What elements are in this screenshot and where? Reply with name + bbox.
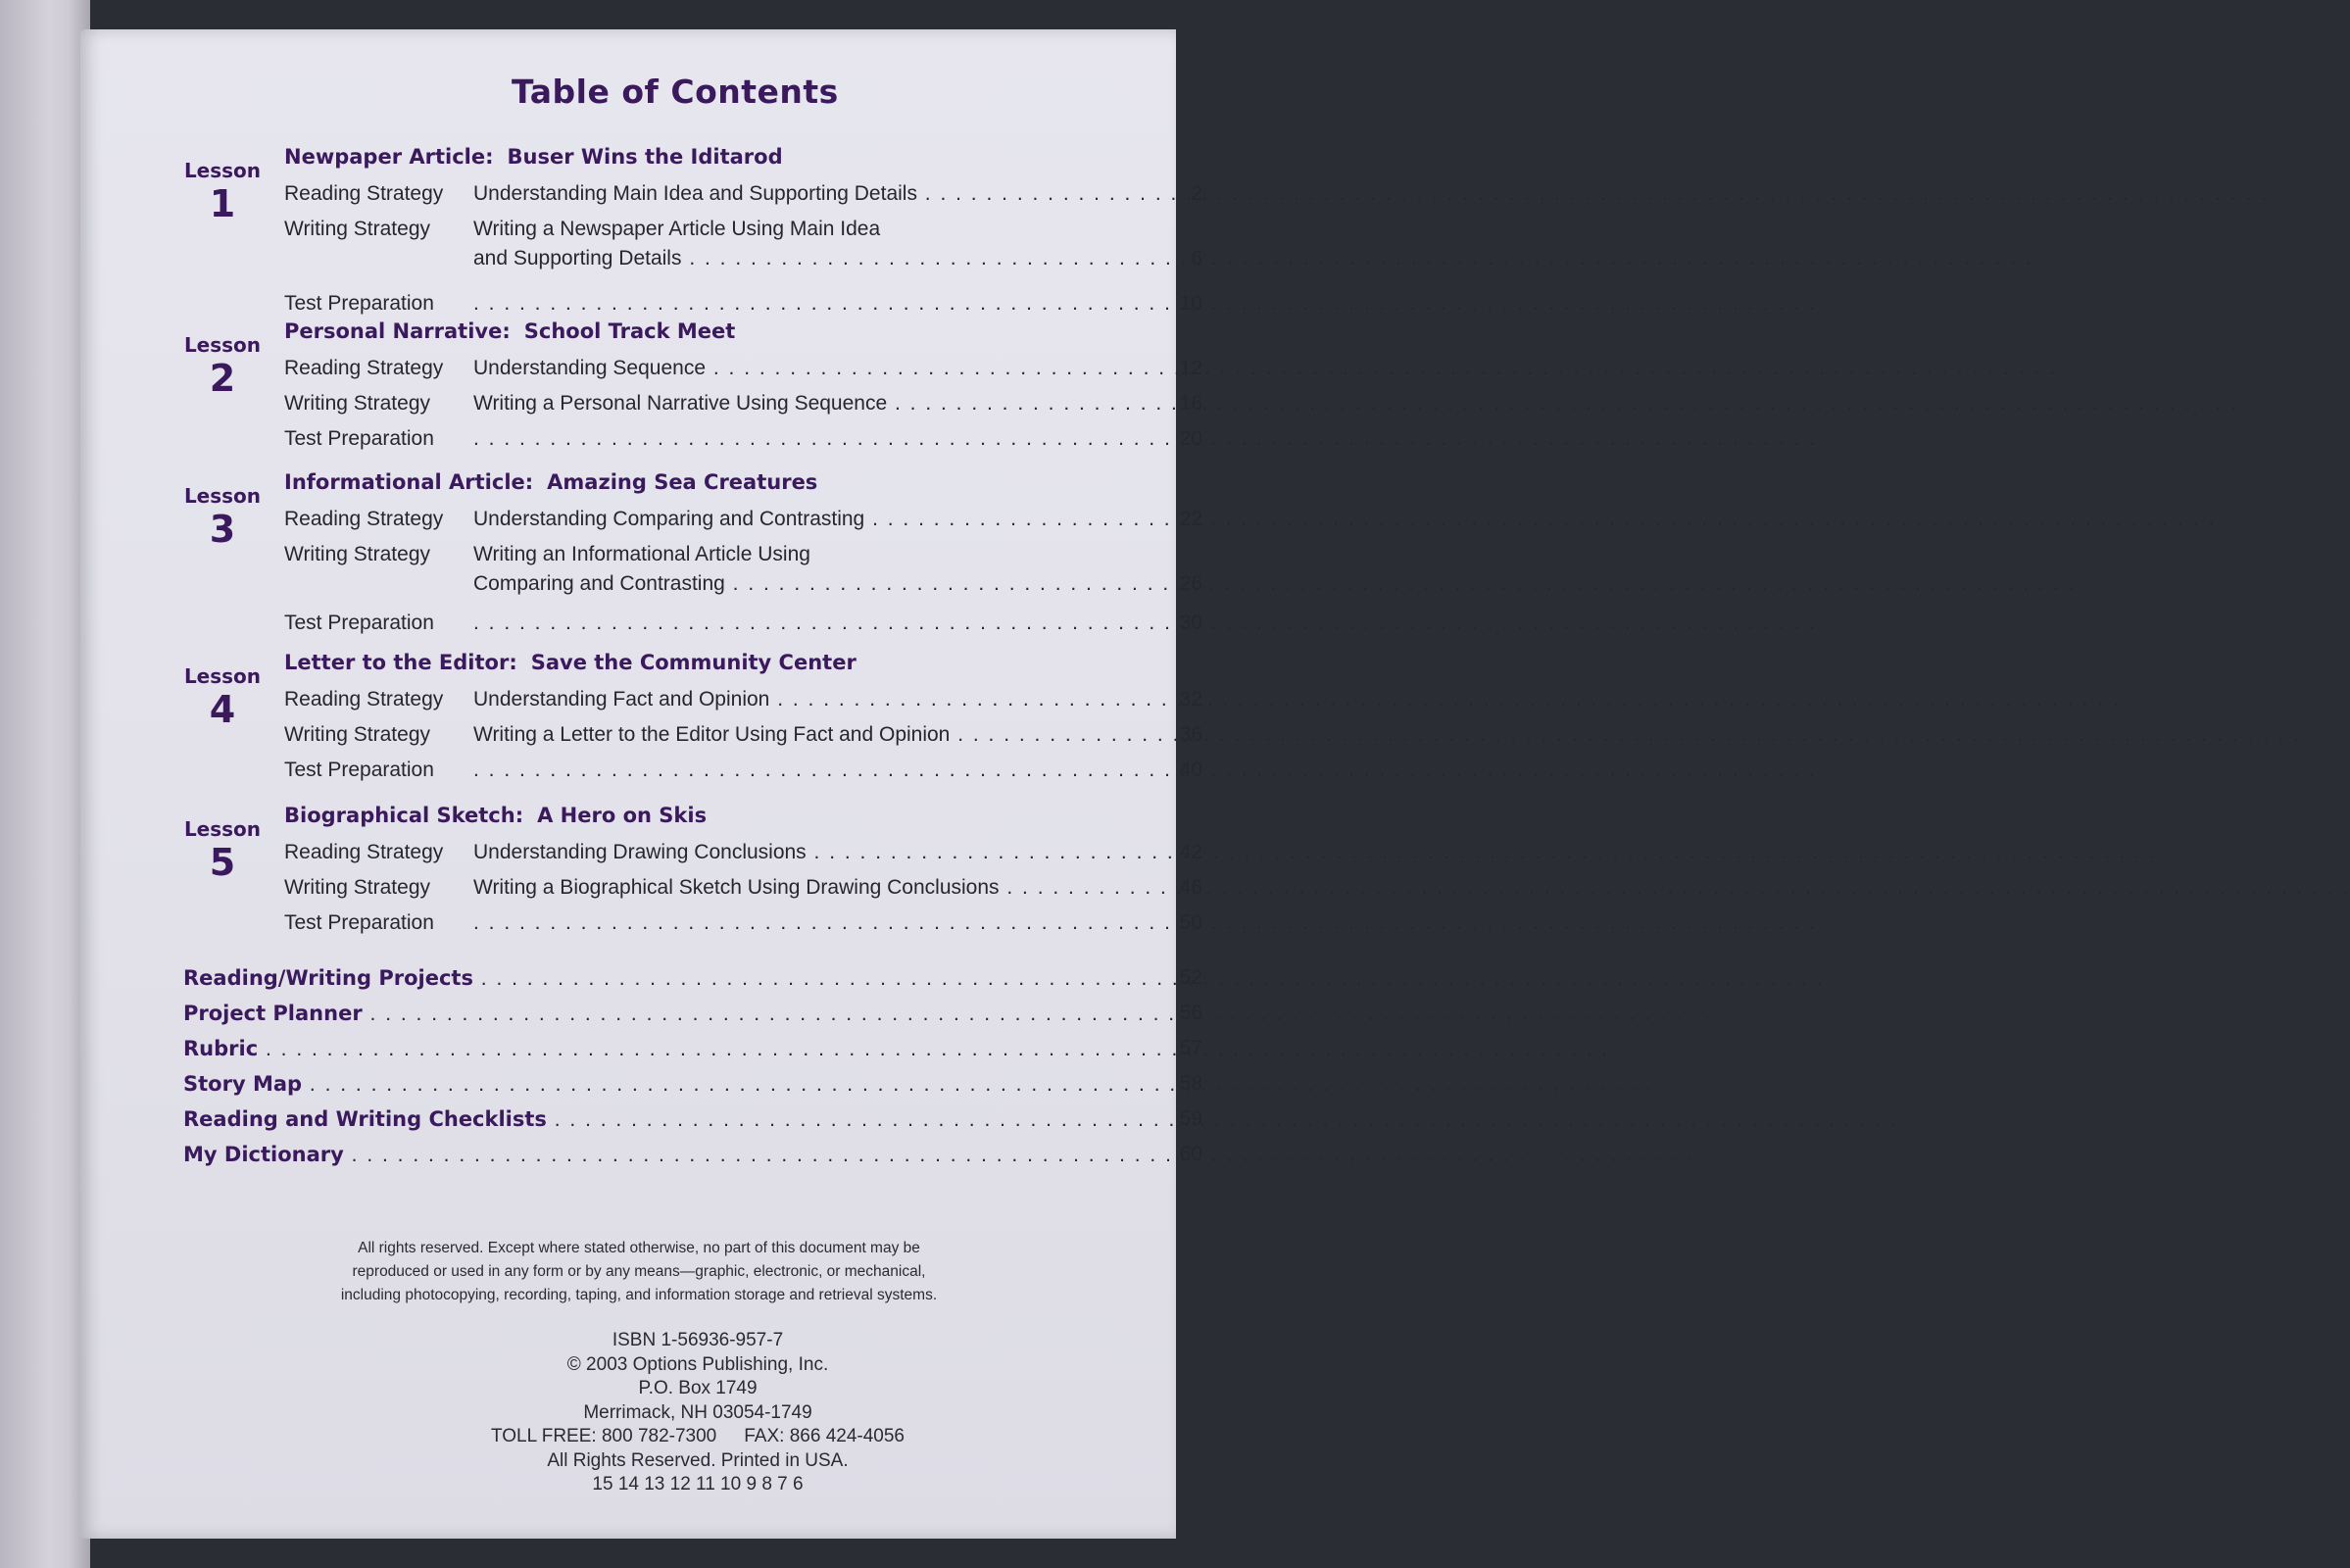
toc-entry[interactable] bbox=[284, 876, 1202, 906]
page-number: 16 bbox=[1179, 392, 1202, 415]
copyright: © 2003 Options Publishing, Inc. bbox=[566, 1353, 829, 1375]
toc-entry[interactable] bbox=[284, 508, 1202, 537]
entry-description bbox=[473, 612, 1144, 635]
toc-entry[interactable] bbox=[284, 427, 1202, 457]
extras-list bbox=[183, 966, 1202, 1178]
toc-entry[interactable] bbox=[284, 218, 1202, 247]
lesson-number-tag bbox=[183, 484, 262, 551]
page-number: 26 bbox=[1179, 572, 1202, 595]
lesson-label: Lesson bbox=[183, 159, 262, 182]
lesson-topic: A Hero on Skis bbox=[537, 804, 708, 827]
entry-description: Understanding Drawing Conclusions . . . bbox=[473, 841, 1144, 864]
strategy-label: Reading Strategy bbox=[284, 688, 444, 710]
page-number: 30 bbox=[1179, 612, 1202, 634]
page-number: 36 bbox=[1179, 723, 1202, 746]
fax: FAX: 866 424-4056 bbox=[744, 1426, 905, 1446]
entry-description: Writing a Newspaper Article Using Main Idea bbox=[473, 218, 881, 240]
lesson-genre: Biographical Sketch: bbox=[284, 804, 524, 827]
po-box: P.O. Box 1749 bbox=[638, 1378, 758, 1398]
lesson-number: 3 bbox=[209, 508, 236, 551]
extra-label: Reading/Writing Projects . . . bbox=[183, 966, 1144, 991]
entry-description-cont: and Supporting Details . . . bbox=[473, 247, 1144, 270]
lesson-genre: Personal Narrative: bbox=[284, 319, 511, 343]
extra-label: Reading and Writing Checklists . . . bbox=[183, 1107, 1144, 1132]
entry-description: Understanding Main Idea and Supporting Details . . . bbox=[473, 182, 1144, 206]
entry-description: Writing a Letter to the Editor Using Fact and Opinion . . . bbox=[473, 723, 1144, 747]
lesson-heading bbox=[284, 145, 783, 169]
lesson-heading bbox=[284, 470, 817, 494]
toc-extra-entry[interactable] bbox=[183, 1107, 1202, 1143]
toc-entry-continuation bbox=[284, 247, 1202, 276]
strategy-label: Reading Strategy bbox=[284, 357, 444, 379]
lesson-label: Lesson bbox=[183, 664, 262, 688]
page-number: 59 bbox=[1179, 1107, 1202, 1130]
page-number: 57 bbox=[1179, 1037, 1202, 1059]
strategy-label: Writing Strategy bbox=[284, 392, 430, 415]
extra-label: Story Map . . . bbox=[183, 1072, 1144, 1097]
toc-entry[interactable] bbox=[284, 357, 1202, 386]
legal-line: including photocopying, recording, taping, and information storage and retrieval systems. bbox=[340, 1287, 938, 1303]
page-number: 6 bbox=[1191, 247, 1202, 270]
book-page bbox=[80, 29, 1202, 1539]
strategy-label: Writing Strategy bbox=[284, 218, 430, 240]
lesson-genre: Letter to the Editor: bbox=[284, 651, 517, 674]
lesson-number-tag bbox=[183, 664, 262, 731]
entry-description: Understanding Sequence . . . bbox=[473, 357, 1144, 380]
lesson-number-tag bbox=[183, 333, 262, 400]
page-number: 60 bbox=[1179, 1143, 1202, 1165]
toc-entry[interactable] bbox=[284, 723, 1202, 753]
strategy-label: Writing Strategy bbox=[284, 876, 430, 899]
toc-entry[interactable] bbox=[284, 841, 1202, 870]
page-number: 46 bbox=[1179, 876, 1202, 899]
page-number: 22 bbox=[1179, 508, 1202, 530]
toc-entry[interactable] bbox=[284, 612, 1202, 641]
entry-description: Writing a Biographical Sketch Using Drawing Conclusions . . . bbox=[473, 876, 1144, 900]
strategy-label: Writing Strategy bbox=[284, 543, 430, 565]
entry-description bbox=[473, 759, 1144, 782]
lesson-topic: Amazing Sea Creatures bbox=[547, 470, 818, 494]
lesson-genre: Newpaper Article: bbox=[284, 145, 494, 169]
page-number: 50 bbox=[1179, 911, 1202, 934]
page-number: 42 bbox=[1179, 841, 1202, 863]
page-number: 2 bbox=[1191, 182, 1202, 205]
toc-extra-entry[interactable] bbox=[183, 1037, 1202, 1072]
page-number: 52 bbox=[1179, 966, 1202, 989]
entry-description-cont: Comparing and Contrasting . . . bbox=[473, 572, 1144, 596]
lesson-label: Lesson bbox=[183, 484, 262, 508]
page-number: 12 bbox=[1179, 357, 1202, 379]
extra-label: Rubric . . . bbox=[183, 1037, 1144, 1061]
extra-label: My Dictionary . . . bbox=[183, 1143, 1144, 1167]
page-number: 20 bbox=[1179, 427, 1202, 450]
lesson-heading bbox=[284, 651, 857, 674]
contact-line bbox=[443, 1425, 953, 1449]
toc-entry[interactable] bbox=[284, 182, 1202, 212]
lesson-label: Lesson bbox=[183, 333, 262, 357]
lesson-number: 5 bbox=[209, 841, 236, 884]
strategy-label: Test Preparation bbox=[284, 427, 434, 450]
legal-notice bbox=[276, 1237, 1002, 1307]
lesson-heading bbox=[284, 319, 735, 343]
isbn: ISBN 1-56936-957-7 bbox=[612, 1330, 784, 1350]
publisher-imprint bbox=[443, 1329, 953, 1497]
left-page-edge bbox=[0, 0, 90, 1568]
printing-line: 15 14 13 12 11 10 9 8 7 6 bbox=[592, 1474, 804, 1494]
toc-entry[interactable] bbox=[284, 292, 1202, 321]
strategy-label: Test Preparation bbox=[284, 759, 434, 781]
strategy-label: Reading Strategy bbox=[284, 841, 444, 863]
page-title: Table of Contents bbox=[512, 73, 839, 111]
extra-label: Project Planner . . . bbox=[183, 1002, 1144, 1026]
page-number: 10 bbox=[1179, 292, 1202, 315]
legal-line: All rights reserved. Except where stated otherwise, no part of this document may be bbox=[358, 1240, 920, 1256]
toc-entry[interactable] bbox=[284, 688, 1202, 717]
toll-free: TOLL FREE: 800 782-7300 bbox=[490, 1426, 717, 1446]
entry-description bbox=[473, 427, 1144, 451]
page-number: 56 bbox=[1179, 1002, 1202, 1024]
entry-description: Writing a Personal Narrative Using Sequence . . . bbox=[473, 392, 1144, 416]
page-number: 58 bbox=[1179, 1072, 1202, 1095]
lesson-number: 1 bbox=[209, 182, 236, 225]
lesson-topic: Save the Community Center bbox=[530, 651, 857, 674]
entry-description: Understanding Fact and Opinion . . . bbox=[473, 688, 1144, 711]
lesson-heading bbox=[284, 804, 707, 827]
entry-description: Writing an Informational Article Using bbox=[473, 543, 810, 565]
entry-description bbox=[473, 292, 1144, 316]
legal-line: reproduced or used in any form or by any means—graphic, electronic, or mechanical, bbox=[352, 1263, 926, 1280]
lesson-topic: Buser Wins the Iditarod bbox=[507, 145, 783, 169]
page-number: 40 bbox=[1179, 759, 1202, 781]
lesson-label: Lesson bbox=[183, 817, 262, 841]
strategy-label: Reading Strategy bbox=[284, 182, 444, 205]
entry-description: Understanding Comparing and Contrasting . . . bbox=[473, 508, 1144, 531]
toc-extra-entry[interactable] bbox=[183, 966, 1202, 1002]
lesson-number-tag bbox=[183, 817, 262, 884]
toc-entry[interactable] bbox=[284, 392, 1202, 421]
city-address: Merrimack, NH 03054-1749 bbox=[583, 1401, 812, 1423]
lesson-genre: Informational Article: bbox=[284, 470, 534, 494]
lesson-number: 2 bbox=[209, 357, 236, 400]
rights-line: All Rights Reserved. Printed in USA. bbox=[547, 1449, 849, 1471]
strategy-label: Reading Strategy bbox=[284, 508, 444, 530]
toc-entry[interactable] bbox=[284, 911, 1202, 941]
strategy-label: Test Preparation bbox=[284, 612, 434, 634]
toc-entry[interactable] bbox=[284, 759, 1202, 788]
toc-extra-entry[interactable] bbox=[183, 1002, 1202, 1037]
entry-description bbox=[473, 911, 1144, 935]
toc-entry-continuation bbox=[284, 572, 1202, 602]
strategy-label: Writing Strategy bbox=[284, 723, 430, 746]
lesson-number: 4 bbox=[209, 688, 236, 731]
lesson-topic: School Track Meet bbox=[523, 319, 736, 343]
strategy-label: Test Preparation bbox=[284, 911, 434, 934]
toc-extra-entry[interactable] bbox=[183, 1143, 1202, 1178]
strategy-label: Test Preparation bbox=[284, 292, 434, 315]
toc-entry[interactable] bbox=[284, 543, 1202, 572]
lesson-number-tag bbox=[183, 159, 262, 225]
toc-extra-entry[interactable] bbox=[183, 1072, 1202, 1107]
page-number: 32 bbox=[1179, 688, 1202, 710]
